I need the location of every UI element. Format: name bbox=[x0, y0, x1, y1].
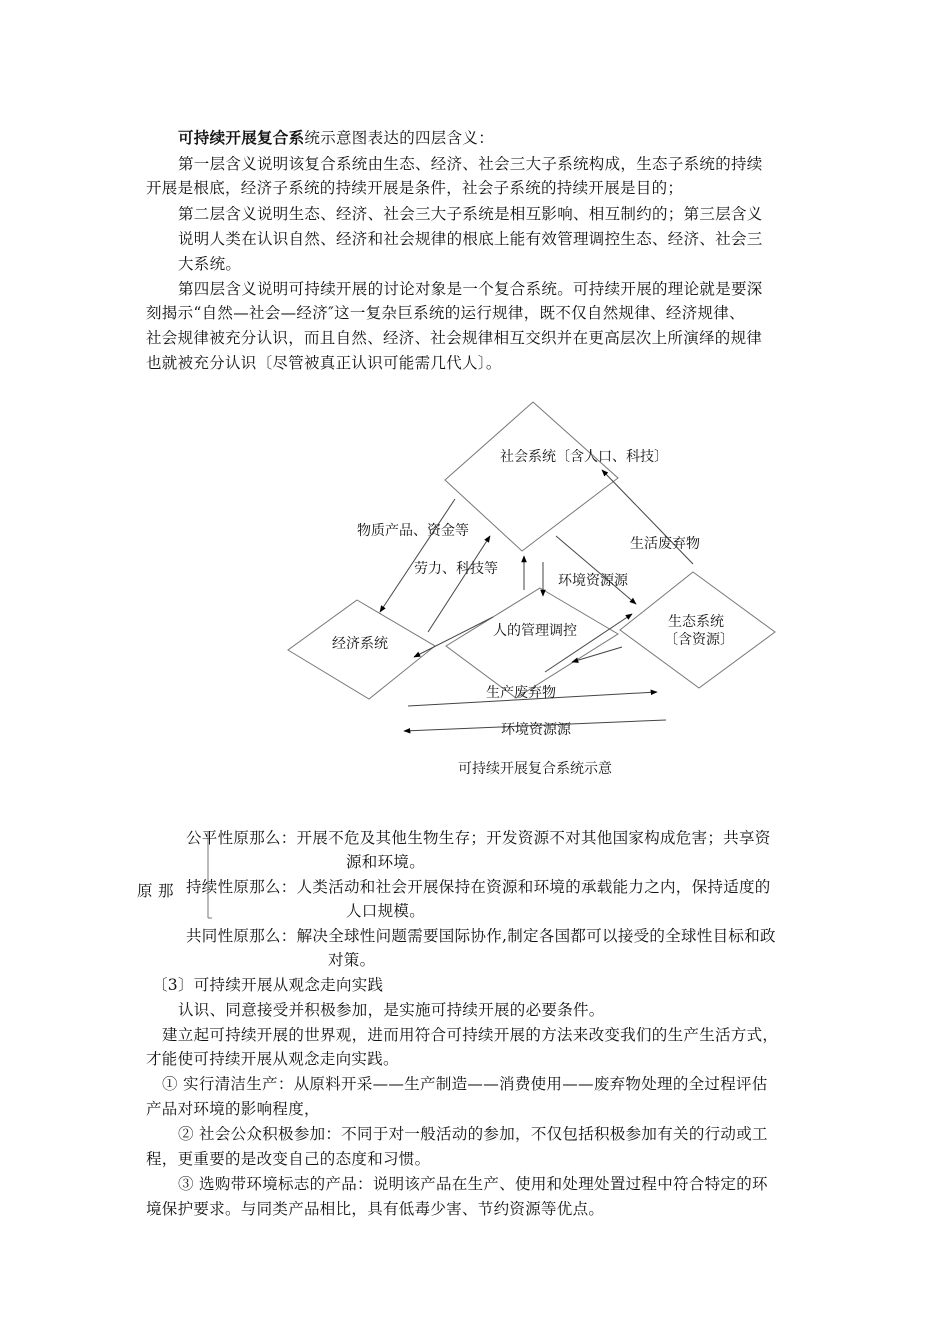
practice-sentence2-line1: 建立起可持续开展的世界观，进而用符合可持续开展的方法来改变我们的生产生活方式， bbox=[162, 1026, 779, 1044]
diagram-caption: 可持续开展复合系统示意 bbox=[458, 761, 612, 777]
practice-item1-line2: 产品对环境的影响程度， bbox=[146, 1100, 320, 1118]
intro-p1-line2: 开展是根底，经济子系统的持续开展是条件，社会子系统的持续开展是目的； bbox=[146, 179, 684, 197]
common-principle-line2: 对策。 bbox=[328, 951, 376, 969]
intro-p3-line3: 社会规律被充分认识，而且自然、经济、社会规律相互交织并在更高层次上所演绎的规律 bbox=[146, 329, 763, 347]
env-resource-label-1: 环境资源源 bbox=[558, 573, 628, 589]
practice-sentence1: 认识、同意接受并积极参加，是实施可持续开展的必要条件。 bbox=[178, 1001, 605, 1019]
common-principle-line1: 共同性原那么：解决全球性问题需要国际协作,制定各国都可以接受的全球性目标和政 bbox=[186, 927, 776, 945]
practice-sentence2-line2: 才能使可持续开展从观念走向实践。 bbox=[146, 1050, 399, 1068]
practice-item2-line2: 程，更重要的是改变自己的态度和习惯。 bbox=[146, 1150, 431, 1168]
fair-principle-line2: 源和环境。 bbox=[346, 853, 426, 871]
principles-side-label: 原 那 bbox=[137, 882, 174, 900]
social-system-label: 社会系统〔含人口、科技〕 bbox=[500, 449, 668, 465]
intro-title-rest: 统示意图表达的四层含义： bbox=[304, 129, 495, 147]
intro-p2-line1: 第二层含义说明生态、经济、社会三大子系统是相互影响、相互制约的；第三层含义 bbox=[178, 205, 763, 223]
ecology-system-label: 生态系统 bbox=[668, 614, 724, 630]
practice-item3-line2: 境保护要求。与同类产品相比，具有低毒少害、节约资源等优点。 bbox=[146, 1200, 605, 1218]
intro-p2-line2: 说明人类在认识自然、经济和社会规律的根底上能有效管理调控生态、经济、社会三 bbox=[178, 230, 763, 248]
intro-p3-line2: 刻揭示“自然—社会—经济″这一复杂巨系统的运行规律，既不仅自然规律、经济规律、 bbox=[146, 304, 745, 322]
production-waste-label: 生产废弃物 bbox=[486, 685, 556, 701]
intro-p3-line4: 也就被充分认识〔尽管被真正认识可能需几代人〕。 bbox=[146, 354, 502, 372]
intro-title-bold: 可持续开展复合系 bbox=[178, 128, 305, 147]
intro-p2-line3: 大系统。 bbox=[178, 255, 242, 273]
practice-item2-line1: ② 社会公众积极参加：不同于对一般活动的参加，不仅包括积极参加有关的行动或工 bbox=[178, 1125, 768, 1143]
products-label: 物质产品、资金等 bbox=[357, 523, 469, 539]
economy-system-label: 经济系统 bbox=[332, 636, 388, 652]
practice-item3-line1: ③ 选购带环境标志的产品：说明该产品在生产、使用和处理处置过程中符合特定的环 bbox=[178, 1175, 768, 1193]
life-waste-label: 生活废弃物 bbox=[630, 536, 700, 552]
intro-p1-line1: 第一层含义说明该复合系统由生态、经济、社会三大子系统构成，生态子系统的持续 bbox=[178, 155, 763, 173]
fair-principle-line1: 公平性原那么：开展不危及其他生物生存；开发资源不对其他国家构成危害；共享资 bbox=[186, 829, 771, 847]
labor-label: 劳力、科技等 bbox=[414, 561, 498, 577]
sustain-principle-line1: 持续性原那么：人类活动和社会开展保持在资源和环境的承载能力之内，保持适度的 bbox=[186, 878, 771, 896]
ecology-resource-label: 〔含资源〕 bbox=[664, 632, 734, 648]
env-resource-label-2: 环境资源源 bbox=[501, 722, 571, 738]
sustain-principle-line2: 人口规模。 bbox=[346, 902, 426, 920]
human-control-label: 人的管理调控 bbox=[493, 623, 577, 639]
practice-heading: 〔3〕可持续开展从观念走向实践 bbox=[152, 976, 384, 994]
intro-p3-line1: 第四层含义说明可持续开展的讨论对象是一个复合系统。可持续开展的理论就是要深 bbox=[178, 280, 763, 298]
practice-item1-line1: ① 实行清洁生产：从原料开采——生产制造——消费使用——废弃物处理的全过程评估 bbox=[162, 1075, 768, 1093]
